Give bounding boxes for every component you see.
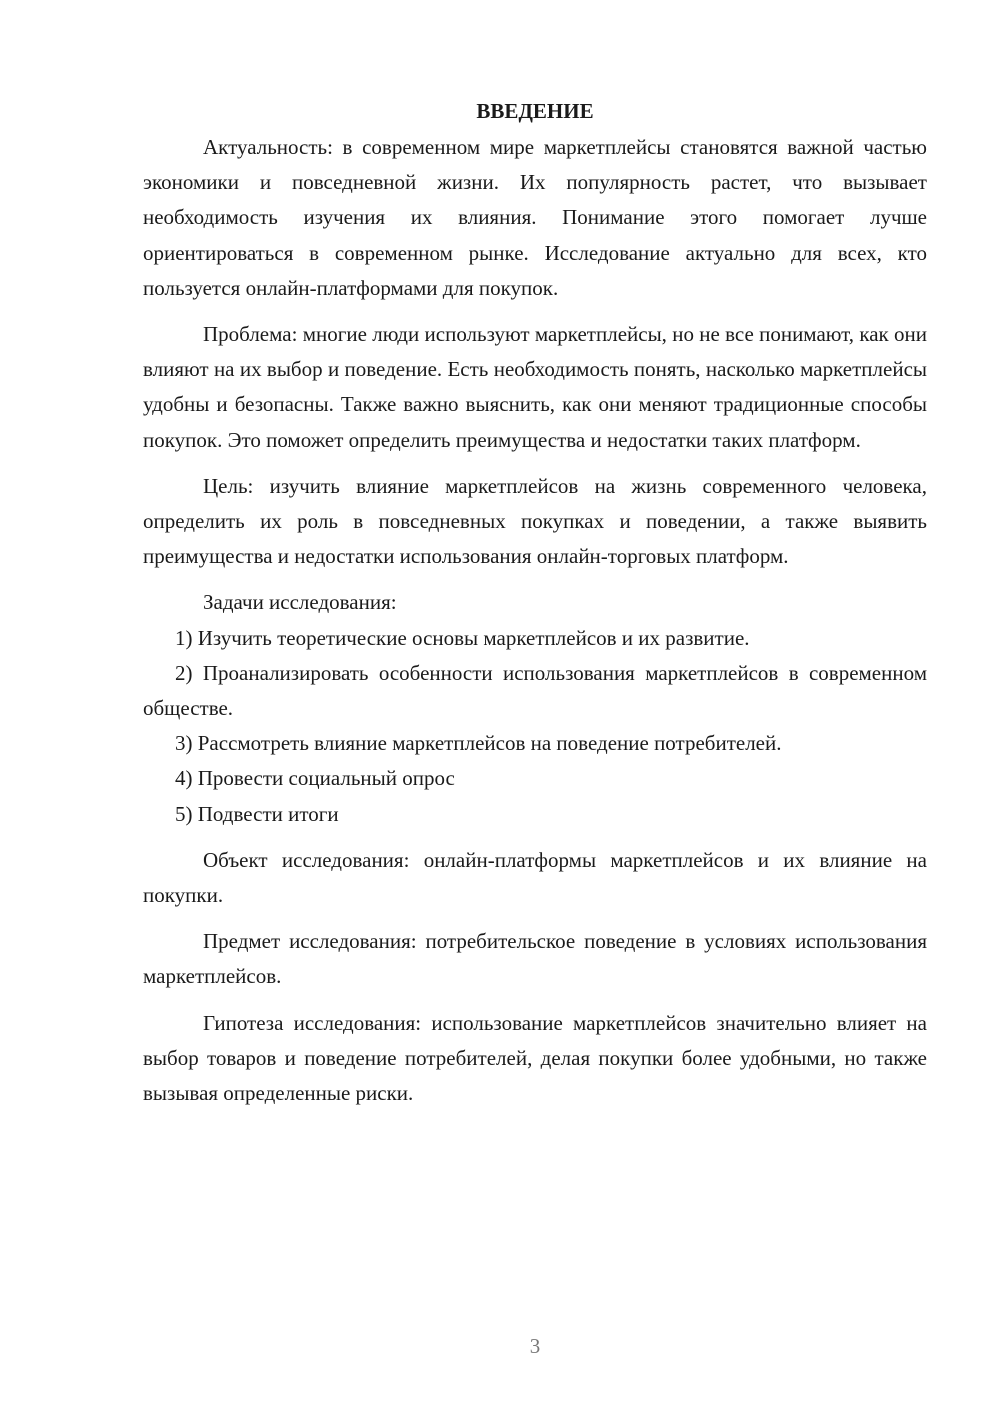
paragraph-subject: Предмет исследования: потребительское поведение в условиях использования маркетплейсов. [143,929,927,989]
task-item-2: 2) Проанализировать особенности использования маркетплейсов в современном обществе. [143,660,927,721]
paragraph-goal: Цель: изучить влияние маркетплейсов на жизнь современного человека, определить их роль в повседневных покупках и поведении, а также выявить преимущества и недостатки использования онлайн-торговых платформ. [143,473,927,569]
task-item-5: 5) Подвести итоги [175,801,339,826]
task-item-1: 1) Изучить теоретические основы маркетплейсов и их развитие. [175,625,750,650]
paragraph-relevance: Актуальность: в современном мире маркетплейсы становятся важной частью экономики и повседневной жизни. Их популярность растет, что вызывает необходимость изучения их влияния. Понимание этого помогает лучше ориентироваться в современном рынке. Исследование актуально для всех, кто пользуется онлайн-платформами для покупок. [143,135,927,300]
page-content [143,96,927,1111]
paragraph-hypothesis: Гипотеза исследования: использование маркетплейсов значительно влияет на выбор товаров и поведение потребителей, делая покупки более удобными, но также вызывая определенные риски. [143,1010,927,1106]
section-title: ВВЕДЕНИЕ [476,99,594,123]
task-item-3: 3) Рассмотреть влияние маркетплейсов на поведение потребителей. [175,731,782,756]
page-number: 3 [529,1334,541,1358]
paragraph-tasks-heading: Задачи исследования: [203,590,397,615]
paragraph-object: Объект исследования: онлайн-платформы маркетплейсов и их влияние на покупки. [143,847,927,908]
paragraph-problem: Проблема: многие люди используют маркетплейсы, но не все понимают, как они влияют на их выбор и поведение. Есть необходимость понять, насколько маркетплейсы удобны и безопасны. Также важно выяснить, как они меняют традиционные способы покупок. Это поможет определить преимущества и недостатки таких платформ. [143,322,927,452]
task-item-4: 4) Провести социальный опрос [175,766,455,791]
